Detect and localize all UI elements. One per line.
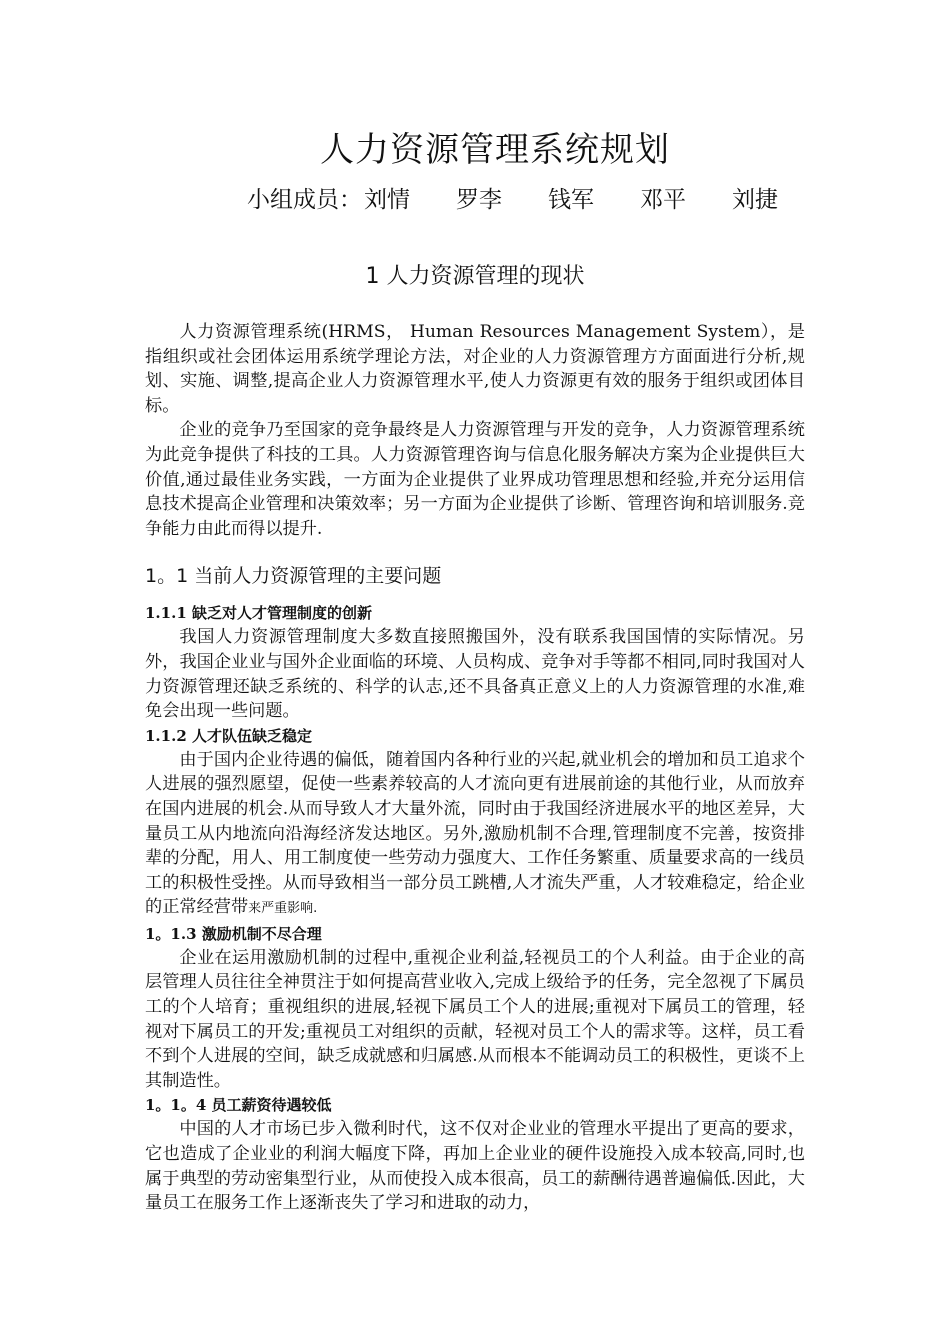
body-paragraph: 人力资源管理系统(HRMS， Human Resources Management System），是指组织或社会团体运用系统学理论方法，对企业的人力资源管理方方面面进行分析,规划、实施、调整,提高企业人力资源管理水平,使人力资源更有效的服务于组织或团体目标。 (145, 322, 805, 416)
issue-text-tail: 来严重影响. (248, 901, 318, 917)
member-name: 邓平 (640, 187, 686, 213)
issue-paragraph: 企业在运用激励机制的过程中,重视企业利益,轻视员工的个人利益。由于企业的高层管理人员往往全神贯注于如何提高营业收入,完成上级给予的任务，完全忽视了下属员工的个人培育；重视组织的进展,轻视下属员工个人的进展;重视对下属员工的管理，轻视对下属员工的开发;重视员工对组织的贡献，轻视对员工个人的需求等。这样，员工看不到个人进展的空间，缺乏成就感和归属感.从而根本不能调动员工的积极性，更谈不上其制造性。 (145, 947, 805, 1091)
section-title: 1 人力资源管理的现状 (365, 264, 585, 289)
issue-heading: 1.1.1 缺乏对人才管理制度的创新 (145, 604, 372, 623)
issue-paragraph: 中国的人才市场已步入微利时代，这不仅对企业业的管理水平提出了更高的要求，它也造成了企业业的利润大幅度下降，再加上企业业的硬件设施投入成本较高,同时,也属于典型的劳动密集型行业，从而使投入成本很高，员工的薪酬待遇普遍偏低.因此，大量员工在服务工作上逐渐丧失了学习和进取的动力， (145, 1119, 805, 1214)
members-label: 小组成员： (247, 187, 362, 213)
issue-heading: 1.1.2 人才队伍缺乏稳定 (145, 726, 312, 745)
group-members (247, 180, 805, 220)
issue-heading: 1。1。4 员工薪资待遇较低 (145, 1096, 332, 1115)
issue-paragraph: 我国人力资源管理制度大多数直接照搬国外，没有联系我国国情的实际情况。另外，我国企业业与国外企业面临的环境、人员构成、竞争对手等都不相同,同时我国对人力资源管理还缺乏系统的、科学的认志,还不具备真正意义上的人力资源管理的水准,难免会出现一些问题。 (145, 627, 805, 722)
member-name: 罗李 (456, 187, 502, 213)
member-name: 钱军 (548, 187, 594, 213)
member-name: 刘情 (364, 187, 410, 213)
member-name: 刘捷 (732, 187, 778, 213)
body-paragraph: 企业的竞争乃至国家的竞争最终是人力资源管理与开发的竞争，人力资源管理系统为此竞争提供了科技的工具。人力资源管理咨询与信息化服务解决方案为企业提供巨大价值,通过最佳业务实践，一方面为企业提供了业界成功管理思想和经验,并充分运用信息技术提高企业管理和决策效率；另一方面为企业提供了诊断、管理咨询和培训服务.竞争能力由此而得以提升. (145, 420, 805, 539)
issue-paragraph (145, 748, 805, 922)
subsection-title: 1。1 当前人力资源管理的主要问题 (145, 565, 442, 588)
document-title: 人力资源管理系统规划 (320, 130, 670, 170)
issue-text: 由于国内企业待遇的偏低，随着国内各种行业的兴起,就业机会的增加和员工追求个人进展的强烈愿望，促使一些素养较高的人才流向更有进展前途的其他行业，从而放弃在国内进展的机会.从而导致人才大量外流，同时由于我国经济进展水平的地区差异，大量员工从内地流向沿海经济发达地区。另外,激励机制不合理,管理制度不完善，按资排辈的分配，用人、用工制度使一些劳动力强度大、工作任务繁重、质量要求高的一线员工的积极性受挫。从而导致相当一部分员工跳槽,人才流失严重，人才较难稳定，给企业的正常经营带 (145, 749, 805, 918)
issue-heading: 1。1.3 激励机制不尽合理 (145, 924, 322, 943)
document-page (145, 124, 805, 1216)
